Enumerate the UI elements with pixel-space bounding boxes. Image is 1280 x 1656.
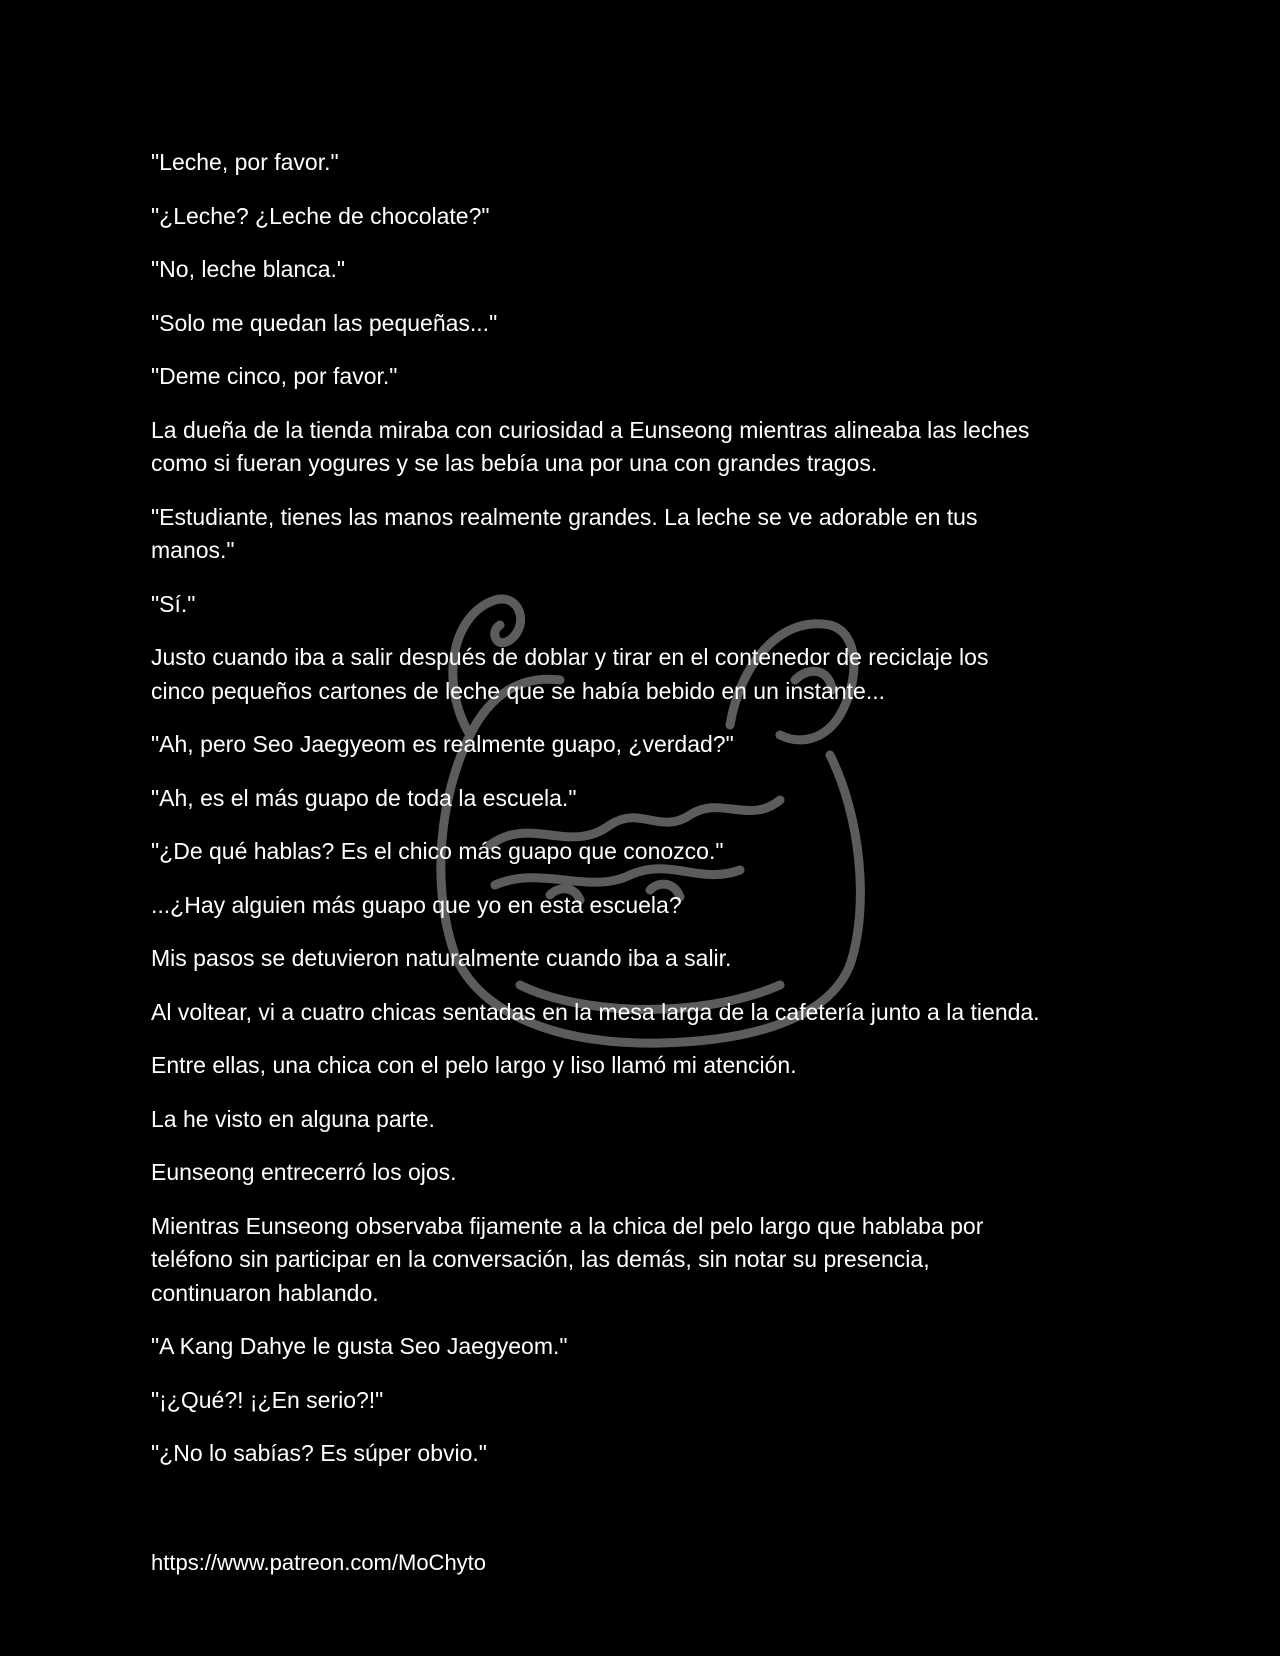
paragraph: "A Kang Dahye le gusta Seo Jaegyeom." [151, 1333, 568, 1359]
paragraph: "Estudiante, tienes las manos realmente grandes. La leche se ve adorable en tus manos." [151, 503, 978, 563]
paragraph: "Leche, por favor." [151, 149, 339, 175]
paragraph: "¿No lo sabías? Es súper obvio." [151, 1440, 487, 1466]
paragraph: Mis pasos se detuvieron naturalmente cuando iba a salir. [151, 945, 732, 971]
patreon-link[interactable]: https://www.patreon.com/MoChyto [151, 1550, 487, 1575]
paragraph: "No, leche blanca." [151, 256, 346, 282]
paragraph: "¡¿Qué?! ¡¿En serio?!" [151, 1386, 384, 1413]
paragraph: Mientras Eunseong observaba fijamente a la chica del pelo largo que hablaba por teléfono sin participar en la conversación, las demás, sin notar su presencia, continuaron hablando. [151, 1212, 984, 1306]
paragraph: ...¿Hay alguien más guapo que yo en esta escuela? [151, 891, 682, 918]
paragraph: "¿Leche? ¿Leche de chocolate?" [151, 202, 490, 229]
paragraph: "Sí." [151, 590, 196, 617]
paragraph: "Deme cinco, por favor." [151, 363, 398, 389]
paragraph: "¿De qué hablas? Es el chico más guapo que conozco." [151, 838, 724, 864]
paragraph: La he visto en alguna parte. [151, 1105, 435, 1132]
paragraph: Entre ellas, una chica con el pelo largo y liso llamó mi atención. [151, 1052, 797, 1078]
paragraph: Eunseong entrecerró los ojos. [151, 1159, 457, 1185]
paragraph: "Ah, pero Seo Jaegyeom es realmente guapo, ¿verdad?" [151, 731, 734, 757]
paragraph: "Solo me quedan las pequeñas..." [151, 309, 498, 336]
paragraph: Al voltear, vi a cuatro chicas sentadas en la mesa larga de la cafetería junto a la tienda. [151, 998, 1040, 1025]
story-text [151, 146, 1151, 1491]
paragraph: La dueña de la tienda miraba con curiosidad a Eunseong mientras alineaba las leches como si fueran yogures y se las bebía una por una con grandes tragos. [151, 416, 1030, 476]
paragraph: Justo cuando iba a salir después de doblar y tirar en el contenedor de reciclaje los cinco pequeños cartones de leche que se había bebido en un instante... [151, 644, 989, 704]
paragraph: "Ah, es el más guapo de toda la escuela." [151, 784, 577, 811]
